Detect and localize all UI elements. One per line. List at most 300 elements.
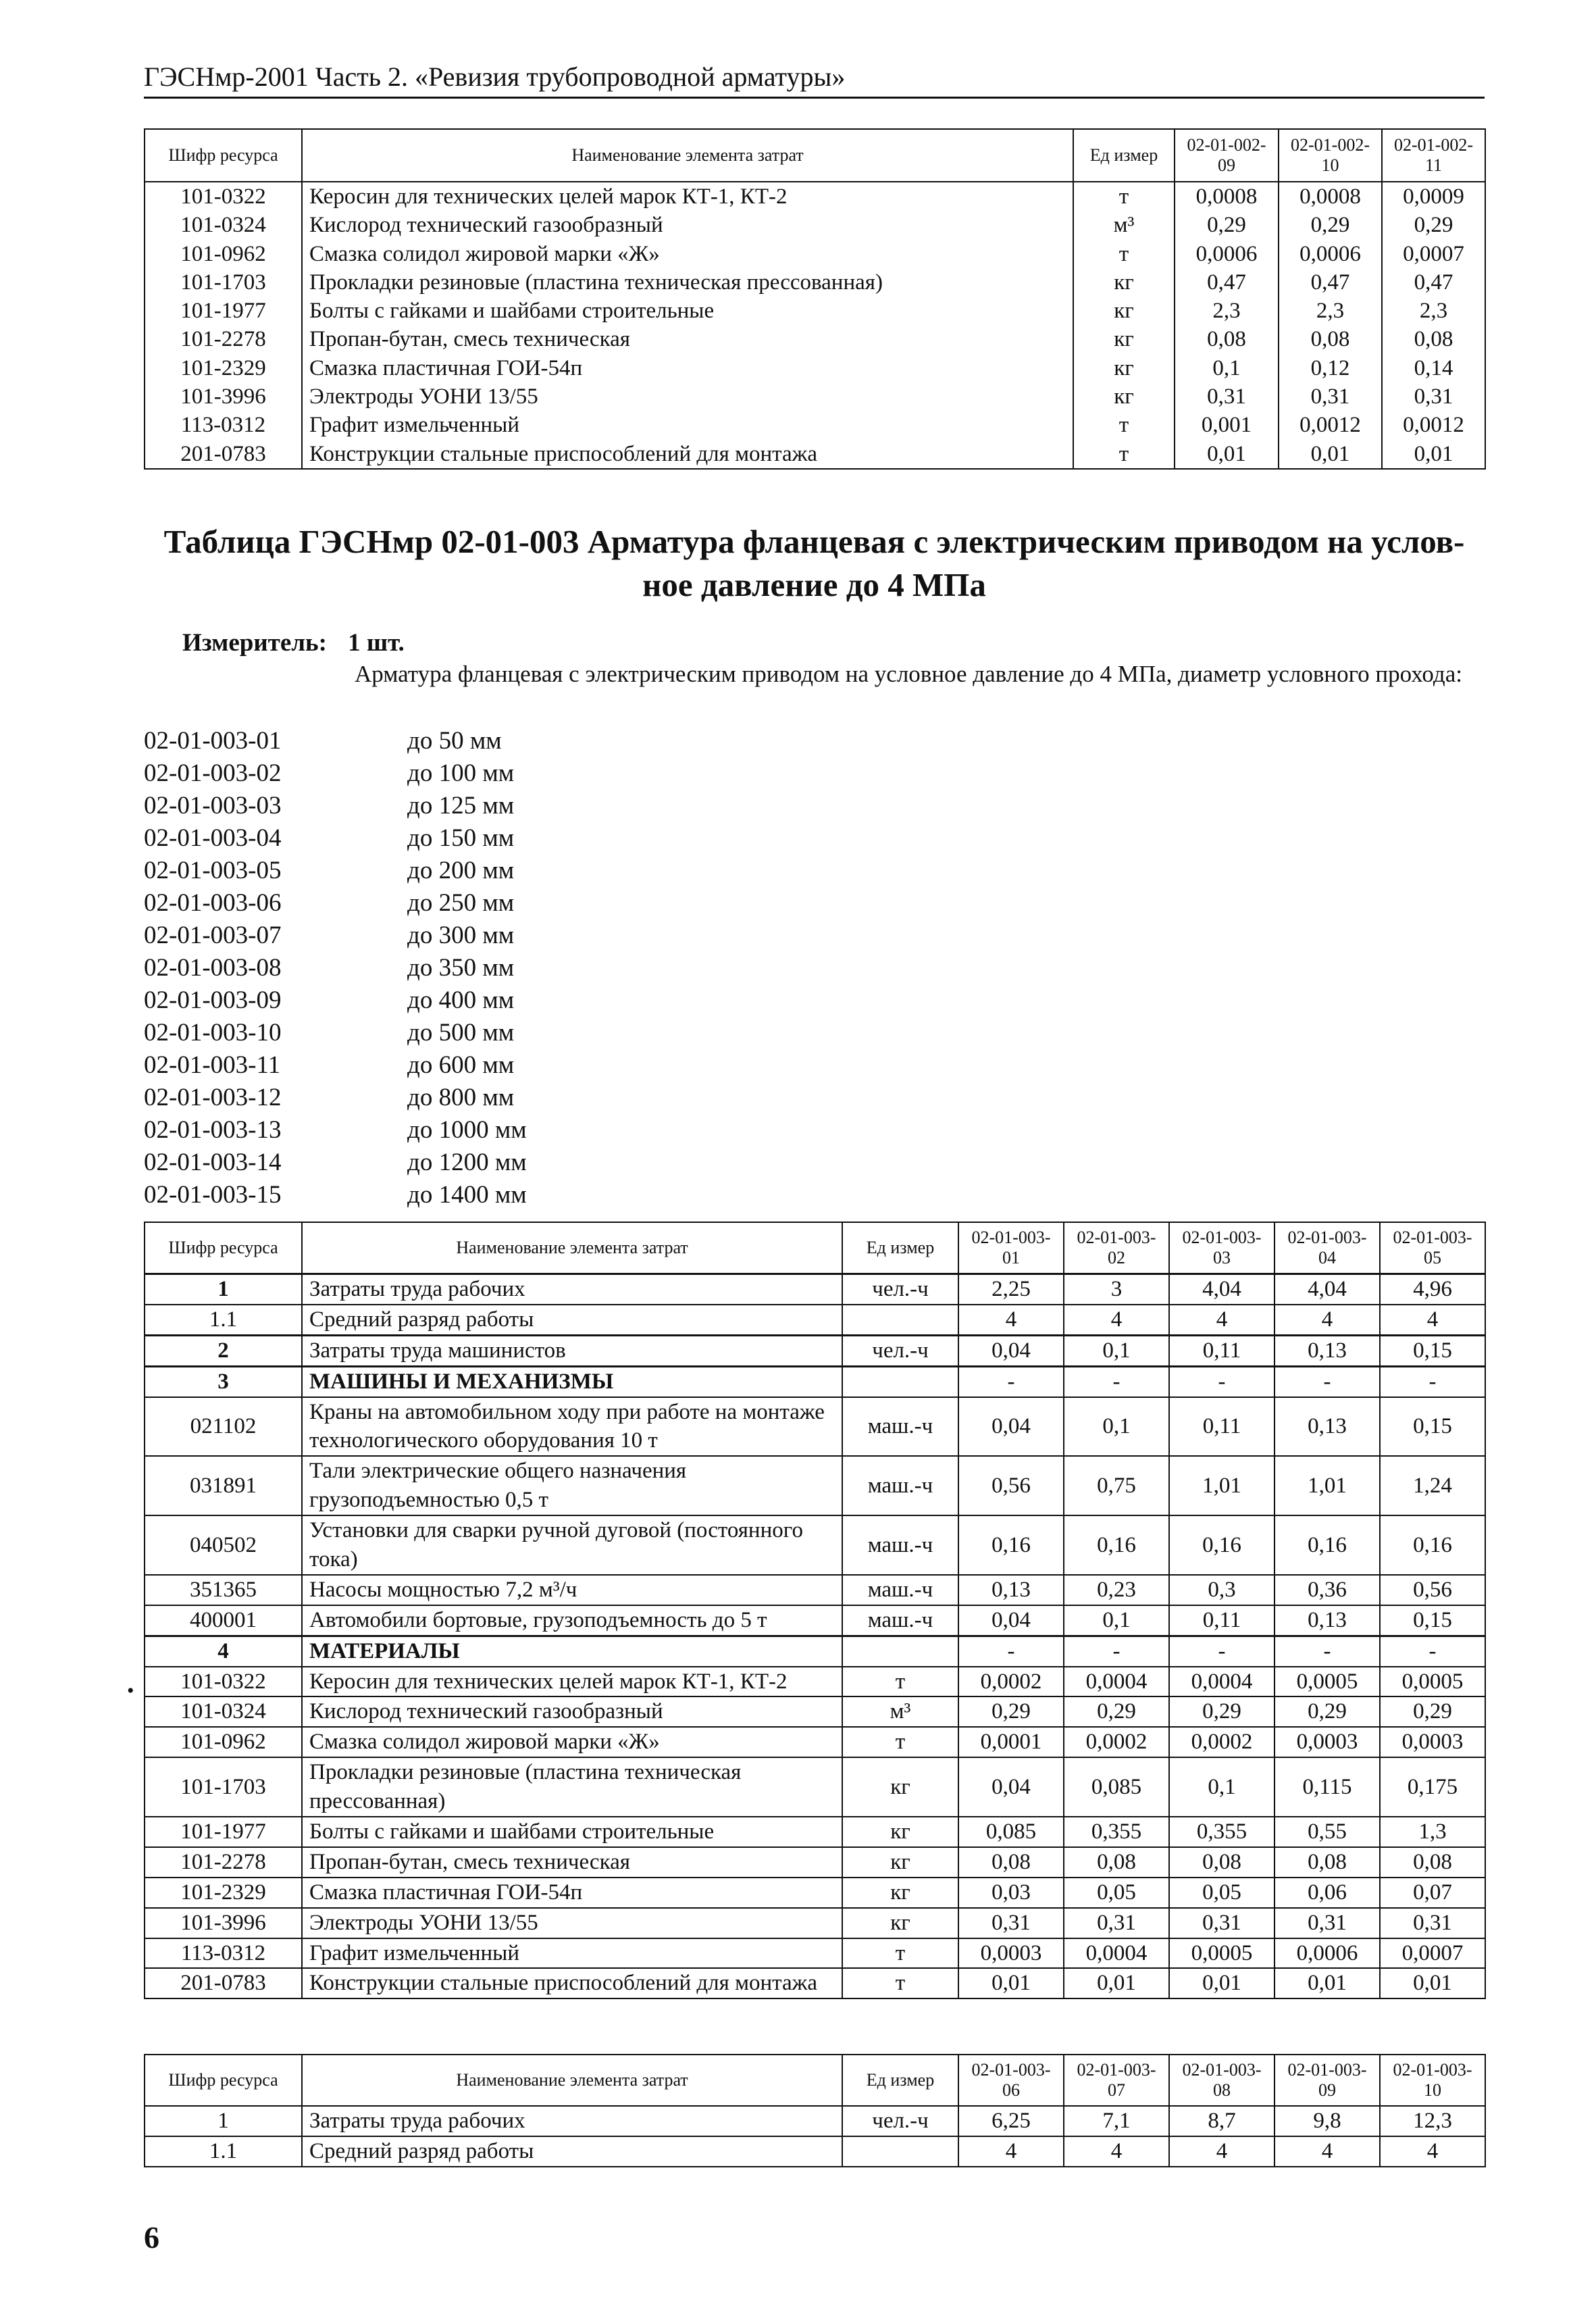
diameter-code: 02-01-003-07 xyxy=(144,922,282,949)
resource-value: 0,08 xyxy=(1382,325,1485,353)
diameter-code: 02-01-003-14 xyxy=(144,1149,282,1176)
resource-name: Пропан-бутан, смесь техническая xyxy=(302,1847,842,1878)
resource-value: 0,01 xyxy=(1382,440,1485,469)
resource-value: - xyxy=(1169,1636,1275,1666)
resource-value: 2,3 xyxy=(1175,297,1279,325)
resource-value: - xyxy=(1275,1366,1380,1397)
resource-name: Средний разряд работы xyxy=(302,1305,842,1335)
resource-name: Краны на автомобильном ходу при работе на монтаже технологического оборудования 10 т xyxy=(302,1397,842,1457)
header-col: 02-01-003-01 xyxy=(958,1222,1064,1274)
resource-value: 0,31 xyxy=(1169,1908,1275,1938)
resource-value: 0,355 xyxy=(1169,1817,1275,1847)
resource-value: 0,29 xyxy=(1175,211,1279,239)
resource-code: 101-1977 xyxy=(145,1817,302,1847)
page-number: 6 xyxy=(144,2220,159,2255)
resource-value: 0,29 xyxy=(958,1696,1064,1727)
resource-value: 0,05 xyxy=(1169,1878,1275,1908)
table-row xyxy=(145,1667,1485,1697)
resource-value: 0,31 xyxy=(1275,1908,1380,1938)
header-col: 02-01-003-10 xyxy=(1380,2055,1485,2106)
resource-value: 0,04 xyxy=(958,1335,1064,1366)
resource-unit: т xyxy=(1073,240,1175,268)
table-row xyxy=(145,1575,1485,1605)
resource-value: 0,0003 xyxy=(1380,1727,1485,1757)
resource-value: 1,3 xyxy=(1380,1817,1485,1847)
diameter-text: до 350 мм xyxy=(407,954,515,982)
resource-value: 0,0004 xyxy=(1169,1667,1275,1697)
resource-value: 1,24 xyxy=(1380,1456,1485,1515)
table-row xyxy=(145,1727,1485,1757)
resource-unit xyxy=(842,1305,958,1335)
diameter-item xyxy=(144,1049,527,1082)
diameter-item xyxy=(144,1017,527,1049)
resource-value: 4 xyxy=(1169,1305,1275,1335)
diameter-code: 02-01-003-08 xyxy=(144,954,282,982)
resource-value: 4 xyxy=(958,2136,1064,2167)
resource-code: 101-0962 xyxy=(145,240,302,268)
resource-value: 0,0005 xyxy=(1169,1938,1275,1969)
resource-value: 4 xyxy=(1169,2136,1275,2167)
resource-value: 0,08 xyxy=(958,1847,1064,1878)
table-row xyxy=(145,1908,1485,1938)
resource-name: Графит измельченный xyxy=(302,1938,842,1969)
resource-code: 101-2278 xyxy=(145,325,302,353)
resource-code: 1 xyxy=(145,2106,302,2136)
resource-name: МАШИНЫ И МЕХАНИЗМЫ xyxy=(302,1366,842,1397)
resource-unit: маш.-ч xyxy=(842,1605,958,1636)
resource-code: 1.1 xyxy=(145,2136,302,2167)
resource-code: 101-0322 xyxy=(145,182,302,211)
title-line: Таблица ГЭСНмр 02-01-003 Арматура фланцевая с электрическим приводом на услов- xyxy=(163,523,1465,560)
resource-unit: т xyxy=(842,1938,958,1969)
resource-value: 0,12 xyxy=(1279,354,1382,382)
resource-value: 0,01 xyxy=(958,1968,1064,1998)
table-row xyxy=(145,2136,1485,2167)
resource-value: - xyxy=(1380,1366,1485,1397)
resource-unit: кг xyxy=(842,1878,958,1908)
resource-code: 101-1977 xyxy=(145,297,302,325)
resource-value: 0,13 xyxy=(1275,1605,1380,1636)
resource-unit: чел.-ч xyxy=(842,1335,958,1366)
resource-value: 8,7 xyxy=(1169,2106,1275,2136)
diameter-item xyxy=(144,822,527,855)
resource-value: 0,16 xyxy=(1064,1515,1169,1575)
resource-value: 0,0003 xyxy=(958,1938,1064,1969)
table-header-row xyxy=(145,1222,1485,1274)
resource-value: 9,8 xyxy=(1275,2106,1380,2136)
resource-value: 0,0006 xyxy=(1175,240,1279,268)
resource-value: 0,15 xyxy=(1380,1335,1485,1366)
diameter-text: до 1200 мм xyxy=(407,1149,527,1176)
resource-value: 0,1 xyxy=(1175,354,1279,382)
resource-code: 101-2329 xyxy=(145,354,302,382)
resource-unit: кг xyxy=(842,1757,958,1817)
resource-value: 0,0002 xyxy=(958,1667,1064,1697)
resource-name: Прокладки резиновые (пластина техническая прессованная) xyxy=(302,1757,842,1817)
table-row xyxy=(145,268,1485,297)
resource-value: 0,1 xyxy=(1064,1397,1169,1457)
resource-value: 0,13 xyxy=(1275,1335,1380,1366)
resource-code: 101-3996 xyxy=(145,1908,302,1938)
resource-value: 0,56 xyxy=(1380,1575,1485,1605)
resource-unit: кг xyxy=(842,1817,958,1847)
header-code: Шифр ресурса xyxy=(145,129,302,182)
resource-name: Смазка пластичная ГОИ-54п xyxy=(302,1878,842,1908)
resource-name: Прокладки резиновые (пластина техническая прессованная) xyxy=(302,268,1073,297)
running-header: ГЭСНмр-2001 Часть 2. «Ревизия трубопроводной арматуры» xyxy=(144,61,1485,99)
resource-value: 0,11 xyxy=(1169,1335,1275,1366)
resource-value: 0,01 xyxy=(1380,1968,1485,1998)
resource-code: 101-2329 xyxy=(145,1878,302,1908)
resource-value: 4 xyxy=(1380,2136,1485,2167)
resource-value: 0,16 xyxy=(1169,1515,1275,1575)
resource-value: 0,0006 xyxy=(1279,240,1382,268)
resource-value: 4,04 xyxy=(1169,1274,1275,1305)
header-name: Наименование элемента затрат xyxy=(302,129,1073,182)
resource-name: Кислород технический газообразный xyxy=(302,211,1073,239)
header-code: Шифр ресурса xyxy=(145,2055,302,2106)
resource-value: 0,0003 xyxy=(1275,1727,1380,1757)
table-row xyxy=(145,182,1485,211)
resource-unit: маш.-ч xyxy=(842,1456,958,1515)
table-row xyxy=(145,1817,1485,1847)
table-row xyxy=(145,1335,1485,1366)
diameter-text: до 150 мм xyxy=(407,824,515,852)
table-row xyxy=(145,1938,1485,1969)
resource-value: 0,04 xyxy=(958,1757,1064,1817)
resource-code: 101-1703 xyxy=(145,268,302,297)
diameter-code: 02-01-003-09 xyxy=(144,986,282,1014)
resource-value: 0,0012 xyxy=(1382,411,1485,439)
resource-value: 0,08 xyxy=(1279,325,1382,353)
resource-unit: чел.-ч xyxy=(842,1274,958,1305)
resource-unit: м³ xyxy=(1073,211,1175,239)
table-row xyxy=(145,1878,1485,1908)
resource-value: 0,11 xyxy=(1169,1605,1275,1636)
resource-value: 0,47 xyxy=(1175,268,1279,297)
resource-value: 0,29 xyxy=(1279,211,1382,239)
table-row xyxy=(145,1366,1485,1397)
diameter-text: до 400 мм xyxy=(407,986,515,1014)
table-row xyxy=(145,211,1485,239)
resource-unit: т xyxy=(1073,411,1175,439)
resource-name: Тали электрические общего назначения грузоподъемностью 0,5 т xyxy=(302,1456,842,1515)
resource-value: 6,25 xyxy=(958,2106,1064,2136)
resource-value: 0,31 xyxy=(1382,382,1485,411)
header-col: 02-01-002-10 xyxy=(1279,129,1382,182)
diameter-item xyxy=(144,984,527,1017)
resource-value: 0,0006 xyxy=(1275,1938,1380,1969)
table-row xyxy=(145,1274,1485,1305)
resource-value: 0,29 xyxy=(1380,1696,1485,1727)
table-row xyxy=(145,411,1485,439)
resource-value: 3 xyxy=(1064,1274,1169,1305)
resource-value: 4 xyxy=(1380,1305,1485,1335)
resource-value: 0,15 xyxy=(1380,1605,1485,1636)
resource-unit xyxy=(842,1636,958,1666)
diameter-item xyxy=(144,887,527,920)
resource-value: 0,36 xyxy=(1275,1575,1380,1605)
resource-name: Пропан-бутан, смесь техническая xyxy=(302,325,1073,353)
diameter-code: 02-01-003-04 xyxy=(144,824,282,852)
resource-value: 0,31 xyxy=(1279,382,1382,411)
resource-table-002 xyxy=(144,128,1486,470)
table-row xyxy=(145,1696,1485,1727)
resource-name: Электроды УОНИ 13/55 xyxy=(302,382,1073,411)
resource-value: 0,0001 xyxy=(958,1727,1064,1757)
resource-name: Затраты труда машинистов xyxy=(302,1335,842,1366)
resource-value: 0,14 xyxy=(1382,354,1485,382)
resource-value: 0,29 xyxy=(1169,1696,1275,1727)
resource-value: 0,31 xyxy=(1380,1908,1485,1938)
resource-value: 0,75 xyxy=(1064,1456,1169,1515)
resource-value: 1,01 xyxy=(1275,1456,1380,1515)
diameter-item xyxy=(144,790,527,822)
resource-value: 0,29 xyxy=(1382,211,1485,239)
diameter-item xyxy=(144,920,527,952)
resource-value: 0,0004 xyxy=(1064,1667,1169,1697)
resource-name: Конструкции стальные приспособлений для монтажа xyxy=(302,440,1073,469)
resource-value: 2,3 xyxy=(1382,297,1485,325)
resource-value: 0,01 xyxy=(1169,1968,1275,1998)
resource-value: 0,0012 xyxy=(1279,411,1382,439)
resource-code: 400001 xyxy=(145,1605,302,1636)
resource-unit: кг xyxy=(1073,297,1175,325)
resource-value: 7,1 xyxy=(1064,2106,1169,2136)
resource-code: 201-0783 xyxy=(145,1968,302,1998)
resource-code: 021102 xyxy=(145,1397,302,1457)
resource-value: 0,08 xyxy=(1169,1847,1275,1878)
table-header-row xyxy=(145,2055,1485,2106)
resource-name: Смазка солидол жировой марки «Ж» xyxy=(302,240,1073,268)
resource-unit: чел.-ч xyxy=(842,2106,958,2136)
resource-value: 0,1 xyxy=(1064,1605,1169,1636)
measure-label: Измеритель: xyxy=(182,629,327,657)
resource-unit: кг xyxy=(842,1908,958,1938)
table-row xyxy=(145,440,1485,469)
resource-unit: кг xyxy=(842,1847,958,1878)
table-row xyxy=(145,240,1485,268)
table-row xyxy=(145,1397,1485,1457)
diameter-item xyxy=(144,725,527,757)
resource-value: 0,355 xyxy=(1064,1817,1169,1847)
resource-code: 101-2278 xyxy=(145,1847,302,1878)
resource-value: 0,04 xyxy=(958,1605,1064,1636)
resource-value: 0,29 xyxy=(1064,1696,1169,1727)
resource-value: - xyxy=(1275,1636,1380,1666)
table-row xyxy=(145,1515,1485,1575)
table-row xyxy=(145,297,1485,325)
resource-value: 4,04 xyxy=(1275,1274,1380,1305)
resource-unit: маш.-ч xyxy=(842,1397,958,1457)
diameter-code: 02-01-003-11 xyxy=(144,1051,281,1079)
resource-value: 0,16 xyxy=(958,1515,1064,1575)
description: Арматура фланцевая с электрическим приводом на условное давление до 4 МПа, диаметр условного прохода: xyxy=(355,661,1462,687)
resource-unit xyxy=(842,2136,958,2167)
resource-name: Электроды УОНИ 13/55 xyxy=(302,1908,842,1938)
resource-value: 0,23 xyxy=(1064,1575,1169,1605)
resource-value: 0,01 xyxy=(1064,1968,1169,1998)
diameter-list xyxy=(144,725,527,1211)
resource-name: Смазка солидол жировой марки «Ж» xyxy=(302,1727,842,1757)
resource-value: 0,04 xyxy=(958,1397,1064,1457)
diameter-text: до 600 мм xyxy=(407,1051,515,1079)
resource-value: 1,01 xyxy=(1169,1456,1275,1515)
resource-unit: т xyxy=(842,1727,958,1757)
resource-value: 0,03 xyxy=(958,1878,1064,1908)
resource-name: Керосин для технических целей марок КТ-1, КТ-2 xyxy=(302,182,1073,211)
resource-value: 0,08 xyxy=(1064,1847,1169,1878)
diameter-text: до 50 мм xyxy=(407,727,502,755)
resource-value: - xyxy=(1064,1636,1169,1666)
resource-value: 0,16 xyxy=(1380,1515,1485,1575)
resource-unit: маш.-ч xyxy=(842,1575,958,1605)
resource-unit: т xyxy=(842,1667,958,1697)
resource-value: 0,31 xyxy=(1064,1908,1169,1938)
resource-name: Керосин для технических целей марок КТ-1, КТ-2 xyxy=(302,1667,842,1697)
resource-value: 0,0004 xyxy=(1064,1938,1169,1969)
resource-value: 0,15 xyxy=(1380,1397,1485,1457)
resource-value: 0,0002 xyxy=(1064,1727,1169,1757)
diameter-code: 02-01-003-01 xyxy=(144,727,282,755)
diameter-code: 02-01-003-03 xyxy=(144,792,282,820)
resource-table-003-a xyxy=(144,1222,1486,1999)
resource-value: 0,0002 xyxy=(1169,1727,1275,1757)
resource-name: Графит измельченный xyxy=(302,411,1073,439)
header-col: 02-01-002-11 xyxy=(1382,129,1485,182)
resource-unit: кг xyxy=(1073,268,1175,297)
diameter-item xyxy=(144,1179,527,1211)
stray-dot: • xyxy=(127,1680,134,1702)
resource-value: 4 xyxy=(1275,2136,1380,2167)
resource-code: 4 xyxy=(145,1636,302,1666)
resource-code: 101-0322 xyxy=(145,1667,302,1697)
resource-code: 1.1 xyxy=(145,1305,302,1335)
resource-code: 2 xyxy=(145,1335,302,1366)
header-unit: Ед измер xyxy=(842,1222,958,1274)
resource-name: Средний разряд работы xyxy=(302,2136,842,2167)
resource-value: 0,1 xyxy=(1064,1335,1169,1366)
resource-name: Затраты труда рабочих xyxy=(302,2106,842,2136)
diameter-text: до 500 мм xyxy=(407,1019,515,1047)
resource-unit: кг xyxy=(1073,382,1175,411)
table-row xyxy=(145,1757,1485,1817)
resource-code: 351365 xyxy=(145,1575,302,1605)
resource-value: 0,13 xyxy=(1275,1397,1380,1457)
header-col: 02-01-002-09 xyxy=(1175,129,1279,182)
table-row xyxy=(145,1968,1485,1998)
resource-code: 031891 xyxy=(145,1456,302,1515)
header-col: 02-01-003-04 xyxy=(1275,1222,1380,1274)
resource-value: 0,0007 xyxy=(1382,240,1485,268)
resource-value: 0,0008 xyxy=(1279,182,1382,211)
resource-value: 4,96 xyxy=(1380,1274,1485,1305)
table-row xyxy=(145,1636,1485,1666)
resource-unit: кг xyxy=(1073,325,1175,353)
resource-value: 0,001 xyxy=(1175,411,1279,439)
resource-code: 101-3996 xyxy=(145,382,302,411)
resource-unit: кг xyxy=(1073,354,1175,382)
resource-unit: т xyxy=(842,1968,958,1998)
diameter-item xyxy=(144,1082,527,1114)
resource-code: 113-0312 xyxy=(145,1938,302,1969)
table-row xyxy=(145,354,1485,382)
resource-value: 4 xyxy=(958,1305,1064,1335)
header-unit: Ед измер xyxy=(1073,129,1175,182)
resource-value: 4 xyxy=(1275,1305,1380,1335)
resource-value: 0,0007 xyxy=(1380,1938,1485,1969)
diameter-text: до 100 мм xyxy=(407,759,515,787)
diameter-code: 02-01-003-15 xyxy=(144,1181,282,1209)
table-row xyxy=(145,1847,1485,1878)
header-unit: Ед измер xyxy=(842,2055,958,2106)
resource-value: 0,55 xyxy=(1275,1817,1380,1847)
resource-value: - xyxy=(1380,1636,1485,1666)
resource-unit xyxy=(842,1366,958,1397)
diameter-text: до 1000 мм xyxy=(407,1116,527,1144)
measure-value: 1 шт. xyxy=(348,629,405,657)
resource-value: 0,1 xyxy=(1169,1757,1275,1817)
resource-value: 0,0008 xyxy=(1175,182,1279,211)
resource-value: 0,085 xyxy=(958,1817,1064,1847)
resource-value: - xyxy=(958,1636,1064,1666)
header-col: 02-01-003-08 xyxy=(1169,2055,1275,2106)
measure-line xyxy=(182,628,405,657)
diameter-code: 02-01-003-13 xyxy=(144,1116,282,1144)
resource-name: Автомобили бортовые, грузоподъемность до 5 т xyxy=(302,1605,842,1636)
diameter-code: 02-01-003-06 xyxy=(144,889,282,917)
table-row xyxy=(145,1305,1485,1335)
header-col: 02-01-003-05 xyxy=(1380,1222,1485,1274)
resource-name: Кислород технический газообразный xyxy=(302,1696,842,1727)
diameter-text: до 250 мм xyxy=(407,889,515,917)
table-header-row xyxy=(145,129,1485,182)
resource-name: Болты с гайками и шайбами строительные xyxy=(302,297,1073,325)
resource-code: 101-1703 xyxy=(145,1757,302,1817)
resource-unit: м³ xyxy=(842,1696,958,1727)
table-row xyxy=(145,2106,1485,2136)
resource-value: 0,08 xyxy=(1175,325,1279,353)
resource-value: 4 xyxy=(1064,2136,1169,2167)
header-name: Наименование элемента затрат xyxy=(302,1222,842,1274)
header-col: 02-01-003-02 xyxy=(1064,1222,1169,1274)
diameter-text: до 125 мм xyxy=(407,792,515,820)
resource-name: Затраты труда рабочих xyxy=(302,1274,842,1305)
header-col: 02-01-003-09 xyxy=(1275,2055,1380,2106)
resource-unit: т xyxy=(1073,440,1175,469)
diameter-text: до 800 мм xyxy=(407,1084,515,1111)
resource-name: Установки для сварки ручной дуговой (постоянного тока) xyxy=(302,1515,842,1575)
diameter-item xyxy=(144,855,527,887)
diameter-code: 02-01-003-05 xyxy=(144,857,282,884)
resource-value: 2,3 xyxy=(1279,297,1382,325)
resource-name: МАТЕРИАЛЫ xyxy=(302,1636,842,1666)
resource-code: 113-0312 xyxy=(145,411,302,439)
resource-value: 2,25 xyxy=(958,1274,1064,1305)
resource-unit: т xyxy=(1073,182,1175,211)
diameter-text: до 200 мм xyxy=(407,857,515,884)
resource-value: 0,06 xyxy=(1275,1878,1380,1908)
resource-value: 0,01 xyxy=(1275,1968,1380,1998)
diameter-code: 02-01-003-12 xyxy=(144,1084,282,1111)
resource-code: 040502 xyxy=(145,1515,302,1575)
resource-value: 4 xyxy=(1064,1305,1169,1335)
resource-value: 0,08 xyxy=(1275,1847,1380,1878)
header-col: 02-01-003-06 xyxy=(958,2055,1064,2106)
table-row xyxy=(145,382,1485,411)
resource-value: 0,01 xyxy=(1279,440,1382,469)
resource-value: 0,16 xyxy=(1275,1515,1380,1575)
